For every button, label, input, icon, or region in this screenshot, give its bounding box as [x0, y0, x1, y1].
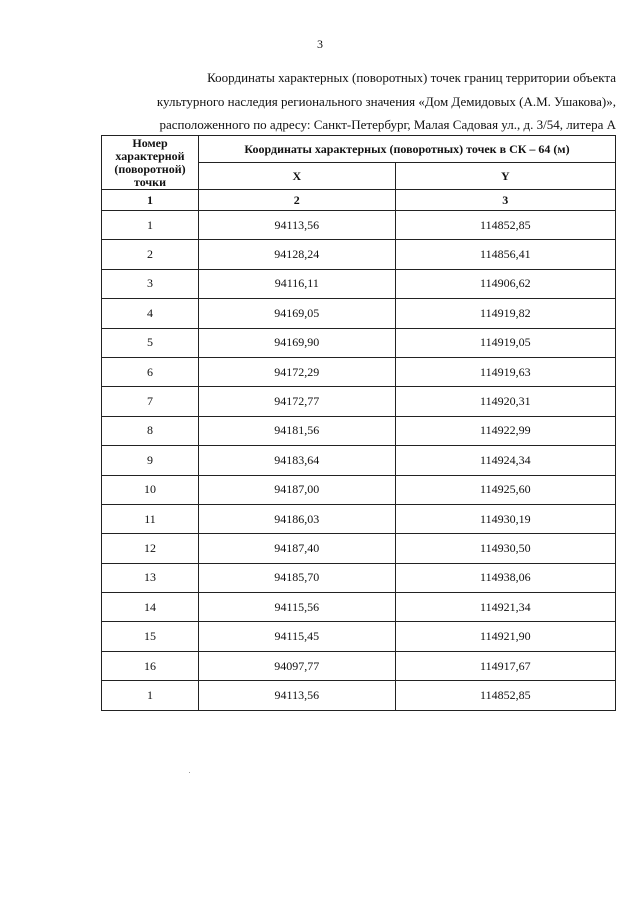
y-coordinate-cell: 114921,90 [395, 622, 615, 651]
x-coordinate-cell: 94169,90 [199, 328, 396, 357]
x-coordinate-cell: 94186,03 [199, 504, 396, 533]
x-coordinate-cell: 94113,56 [199, 211, 396, 240]
title-line: расположенного по адресу: Санкт-Петербург, Малая Садовая ул., д. 3/54, литера А [159, 117, 616, 132]
table-row [102, 269, 616, 298]
header-point-number: Номер характерной (поворотной) точки [102, 136, 199, 190]
point-number-cell: 4 [102, 299, 199, 328]
point-number-cell: 1 [102, 211, 199, 240]
x-coordinate-cell: 94116,11 [199, 269, 396, 298]
x-coordinate-cell: 94181,56 [199, 416, 396, 445]
table-row [102, 299, 616, 328]
point-number-cell: 7 [102, 387, 199, 416]
table-row [102, 387, 616, 416]
y-coordinate-cell: 114921,34 [395, 593, 615, 622]
point-number-cell: 11 [102, 504, 199, 533]
point-number-cell: 1 [102, 681, 199, 710]
coordinates-table [101, 135, 616, 711]
y-coordinate-cell: 114856,41 [395, 240, 615, 269]
point-number-cell: 2 [102, 240, 199, 269]
header-x: X [199, 163, 396, 190]
y-coordinate-cell: 114906,62 [395, 269, 615, 298]
x-coordinate-cell: 94172,77 [199, 387, 396, 416]
title-line: культурного наследия регионального значения «Дом Демидовых (А.М. Ушакова)», [156, 93, 616, 109]
x-coordinate-cell: 94172,29 [199, 357, 396, 386]
header-coordinates: Координаты характерных (поворотных) точек в СК – 64 (м) [199, 136, 616, 163]
y-coordinate-cell: 114919,05 [395, 328, 615, 357]
y-coordinate-cell: 114852,85 [395, 211, 615, 240]
table-row [102, 446, 616, 475]
y-coordinate-cell: 114930,50 [395, 534, 615, 563]
y-coordinate-cell: 114938,06 [395, 563, 615, 592]
table-body [102, 211, 616, 711]
y-coordinate-cell: 114917,67 [395, 651, 615, 680]
y-coordinate-cell: 114922,99 [395, 416, 615, 445]
table-row [102, 593, 616, 622]
column-index: 2 [199, 190, 396, 211]
table-row [102, 328, 616, 357]
table-row [102, 622, 616, 651]
point-number-cell: 9 [102, 446, 199, 475]
x-coordinate-cell: 94187,40 [199, 534, 396, 563]
point-number-cell: 8 [102, 416, 199, 445]
page-number: 3 [317, 37, 323, 51]
table-row [102, 416, 616, 445]
table-row [102, 563, 616, 592]
x-coordinate-cell: 94169,05 [199, 299, 396, 328]
point-number-cell: 5 [102, 328, 199, 357]
table-row [102, 681, 616, 710]
point-number-cell: 16 [102, 651, 199, 680]
y-coordinate-cell: 114919,63 [395, 357, 615, 386]
y-coordinate-cell: 114852,85 [395, 681, 615, 710]
x-coordinate-cell: 94097,77 [199, 651, 396, 680]
document-title [100, 66, 616, 137]
point-number-cell: 3 [102, 269, 199, 298]
scan-speck [189, 772, 190, 773]
column-index: 1 [102, 190, 199, 211]
x-coordinate-cell: 94183,64 [199, 446, 396, 475]
table-row [102, 211, 616, 240]
y-coordinate-cell: 114924,34 [395, 446, 615, 475]
header-y: Y [395, 163, 615, 190]
point-number-cell: 13 [102, 563, 199, 592]
x-coordinate-cell: 94115,45 [199, 622, 396, 651]
point-number-cell: 12 [102, 534, 199, 563]
table-row [102, 475, 616, 504]
point-number-cell: 6 [102, 357, 199, 386]
x-coordinate-cell: 94115,56 [199, 593, 396, 622]
table-row [102, 651, 616, 680]
table-row [102, 240, 616, 269]
x-coordinate-cell: 94185,70 [199, 563, 396, 592]
x-coordinate-cell: 94187,00 [199, 475, 396, 504]
x-coordinate-cell: 94128,24 [199, 240, 396, 269]
table-row [102, 504, 616, 533]
x-coordinate-cell: 94113,56 [199, 681, 396, 710]
y-coordinate-cell: 114919,82 [395, 299, 615, 328]
y-coordinate-cell: 114920,31 [395, 387, 615, 416]
y-coordinate-cell: 114925,60 [395, 475, 615, 504]
point-number-cell: 14 [102, 593, 199, 622]
column-index: 3 [395, 190, 615, 211]
point-number-cell: 15 [102, 622, 199, 651]
title-line: Координаты характерных (поворотных) точек границ территории объекта [207, 70, 616, 85]
table-row [102, 357, 616, 386]
table-row [102, 534, 616, 563]
point-number-cell: 10 [102, 475, 199, 504]
y-coordinate-cell: 114930,19 [395, 504, 615, 533]
